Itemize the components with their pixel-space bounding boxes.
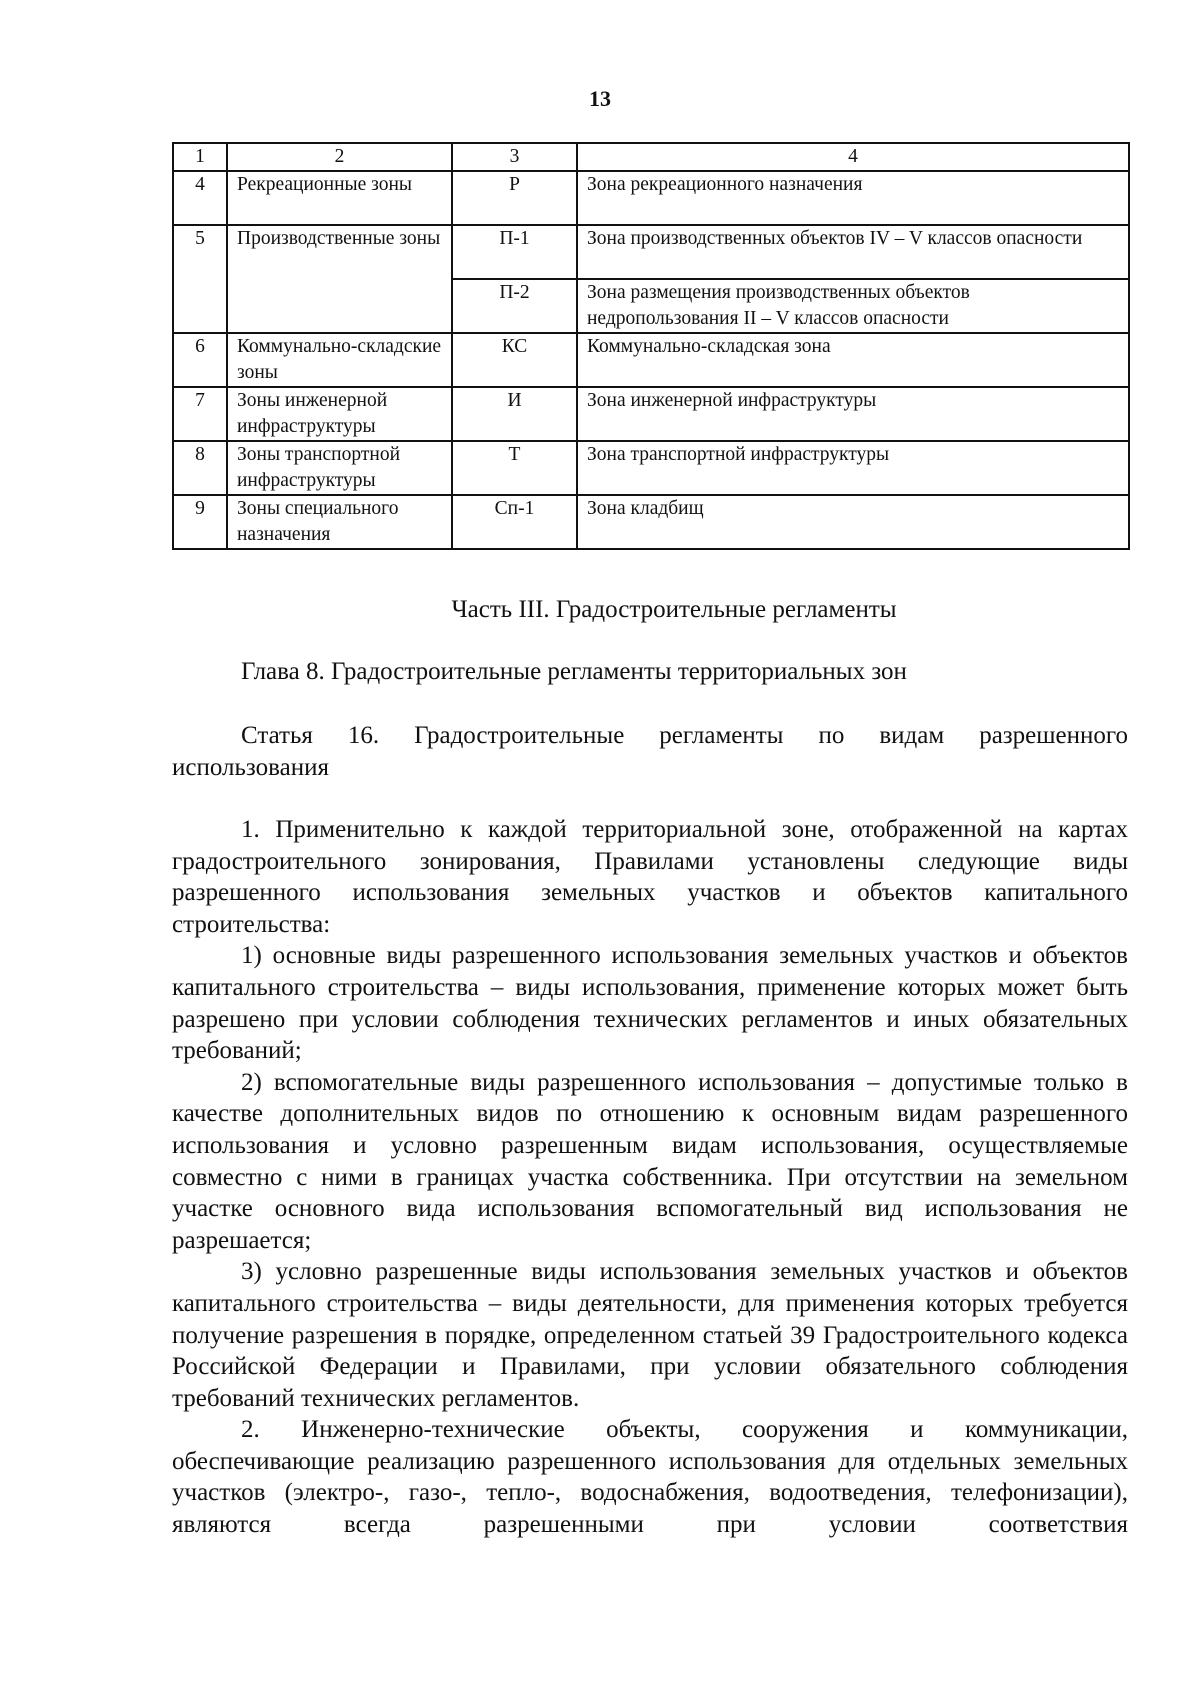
paragraph: 1. Применительно к каждой территориальной зоне, отображенной на картах градостроительного зонирования, Правилами установлены следующие виды разрешенного использования земельных участков и объектов капитального строительства: [172,816,1128,938]
table-row [173,387,1129,441]
zone-description: Зона производственных объектов IV – V классов опасности [577,225,1129,279]
zone-code: Р [452,171,577,225]
article-title-line-2: использования [172,754,329,781]
zone-code: Т [452,441,577,495]
paragraph: 2. Инженерно-технические объекты, сооружения и коммуникации, обеспечивающие реализацию разрешенного использования для отдельных земельных участков (электро-, газо-, тепло-, водоснабжения, водоотведения, телефонизации), являются всегда разрешенными при условии соответствия [172,1416,1128,1539]
paragraph: 2) вспомогательные виды разрешенного использования – допустимые только в качестве дополнительных видов по отношению к основным видам разрешенного использования и условно разрешенным видам использования, осуществляемые совместно с ними в границах участка собственника. При отсутствии на земельном участке основного вида использования вспомогательный вид использования не разрешается; [172,1068,1128,1254]
zone-code: П-1 [452,225,577,279]
zone-group: Коммунально-складские зоны [227,333,452,387]
zone-group: Рекреационные зоны [227,171,452,225]
zone-description: Зона рекреационного назначения [577,171,1129,225]
table-header-cell: 1 [173,143,227,171]
table-header-row [173,143,1129,171]
zone-code: КС [452,333,577,387]
table-header-cell: 4 [577,143,1129,171]
row-number: 4 [173,171,227,225]
table-row [173,171,1129,225]
zone-group: Зоны транспортной инфраструктуры [227,441,452,495]
table-row [173,225,1129,279]
zone-group: Зоны инженерной инфраструктуры [227,387,452,441]
zone-description: Зона транспортной инфраструктуры [577,441,1129,495]
article-title-line-1: Статья 16. Градостроительные регламенты по видам разрешенного [241,722,1128,749]
zone-code: И [452,387,577,441]
zone-description: Зона кладбищ [577,495,1129,549]
row-number: 9 [173,495,227,549]
article-title [172,720,1128,784]
zone-code: Сп-1 [452,495,577,549]
zone-description: Коммунально-складская зона [577,333,1129,387]
row-number: 7 [173,387,227,441]
table-row [173,333,1129,387]
zones-table [172,142,1130,550]
paragraph: 3) условно разрешенные виды использования земельных участков и объектов капитального строительства – виды деятельности, для применения которых требуется получение разрешения в порядке, определенном статьей 39 Градостроительного кодекса Российской Федерации и Правилами, при условии обязательного соблюдения требований технических регламентов. [172,1258,1128,1412]
part-title: Часть III. Градостроительные регламенты [451,596,897,623]
zone-code: П-2 [452,279,577,333]
table-header-cell: 3 [452,143,577,171]
table-header-cell: 2 [227,143,452,171]
paragraph: 1) основные виды разрешенного использования земельных участков и объектов капитального строительства – виды использования, применение которых может быть разрешено при условии соблюдения технических регламентов и иных обязательных требований; [172,942,1128,1065]
table-row [173,495,1129,549]
zone-group: Производственные зоны [227,225,452,333]
zone-description: Зона размещения производственных объектов недропользования II – V классов опасности [577,279,1129,333]
row-number: 5 [173,225,227,333]
page-number: 13 [589,86,611,111]
article-body [172,814,1128,1541]
row-number: 6 [173,333,227,387]
row-number: 8 [173,441,227,495]
chapter-title: Глава 8. Градостроительные регламенты территориальных зон [241,658,907,685]
zone-group: Зоны специального назначения [227,495,452,549]
zone-description: Зона инженерной инфраструктуры [577,387,1129,441]
table-row [173,441,1129,495]
